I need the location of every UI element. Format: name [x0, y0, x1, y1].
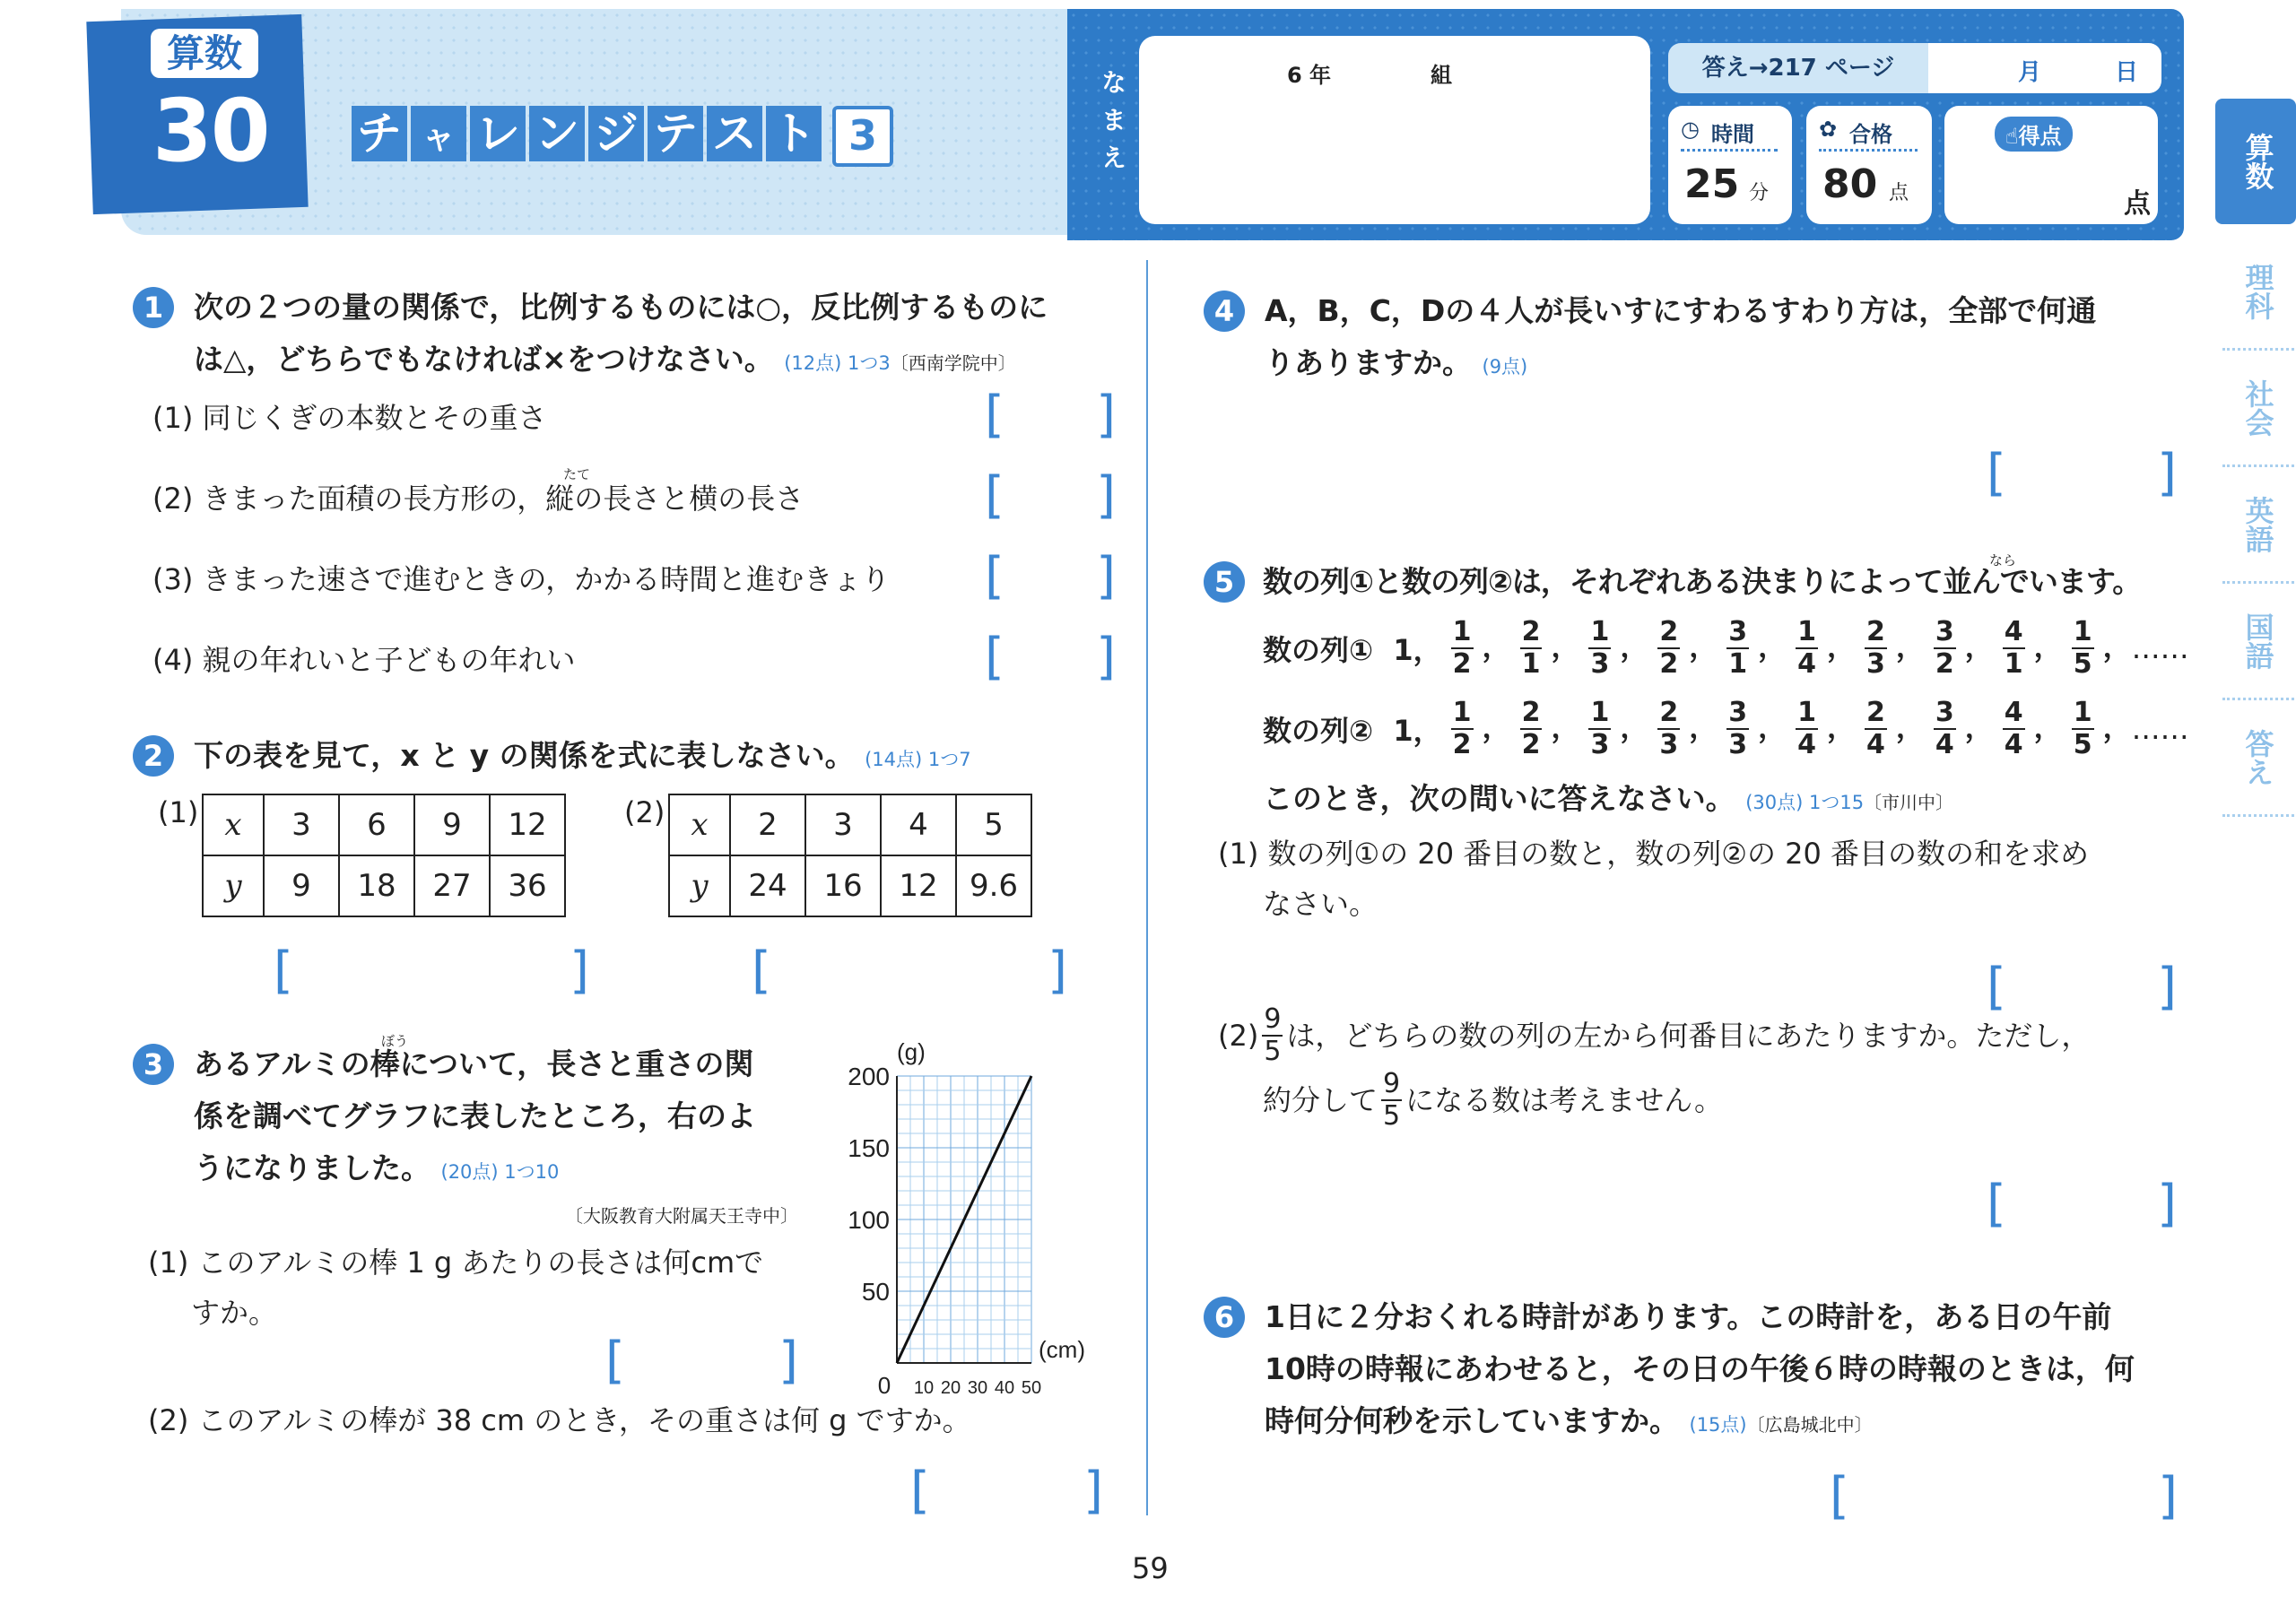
question-text: 1日に２分おくれる時計があります。この時計を，ある日の午前 10時の時報にあわせると，その日の午後６時の時報のときは，何 時何分何秒を示していますか。 (15点)〔広島城北中〕 [1265, 1299, 2135, 1438]
table-2 [668, 794, 1032, 917]
q3-sub-2: (2) このアルミの棒が 38 cm のとき，その重さは何 g ですか。 [148, 1403, 971, 1437]
x-tick-label: 10 [913, 1378, 935, 1398]
answer-field[interactable]: [ ] [1830, 1467, 2178, 1525]
q3-sub-1: (1) このアルミの棒 1 g あたりの長さは何cmで すか。 [148, 1245, 764, 1330]
pass-value: 80 [1822, 161, 1878, 207]
sequence-fraction: $\frac{4}{1}$ [2004, 616, 2023, 680]
sequence-fraction: $\frac{3}{1}$ [1728, 616, 1748, 680]
title-char: ン [529, 106, 585, 161]
question-text: 数の列①と数の列②は，それぞれある決まりによって並んでいます。 [1263, 564, 2142, 599]
name-field[interactable] [1139, 36, 1650, 224]
answer-field[interactable]: [ ] [1987, 444, 2177, 502]
question-number: 3 [133, 1044, 174, 1085]
y-tick-label: 150 [848, 1134, 890, 1162]
question-number: 6 [1204, 1297, 1245, 1338]
name-label: なまえ [1098, 69, 1127, 182]
table-1 [202, 794, 566, 917]
score-unit: 点 [2124, 188, 2151, 220]
table-2-label: (2) [624, 795, 665, 829]
x-tick-label: 50 [1021, 1378, 1042, 1398]
class-label: 組 [1431, 63, 1452, 88]
sequence-fraction: $\frac{1}{3}$ [1590, 697, 1610, 760]
flower-icon: ✿ [1819, 117, 1838, 142]
thumbs-up-icon: ☝ [2005, 124, 2019, 149]
table-row: x 3 6 9 12 [203, 794, 565, 855]
score-box[interactable] [1944, 106, 2158, 224]
x-tick-label: 30 [967, 1378, 988, 1398]
fraction: $\frac{9}{5}$ [1383, 1068, 1401, 1132]
side-tab-social[interactable]: 社会 [2240, 379, 2275, 437]
title-char: ャ [411, 106, 466, 161]
question-text: 下の表を見て，x と y の関係を式に表しなさい。 (14点) 1つ7 [194, 738, 971, 773]
sequence-fraction: $\frac{2}{3}$ [1866, 616, 1885, 680]
title-number: 3 [832, 106, 893, 167]
unit-number: 30 [152, 81, 269, 181]
answer-field[interactable]: [ ] [605, 1332, 798, 1390]
sequence-fraction: $\frac{2}{3}$ [1659, 697, 1679, 760]
side-tab-math[interactable]: 算数 [2240, 133, 2275, 190]
month-label: 月 [2018, 59, 2042, 86]
sequence-2: 数の列② 1， $\frac{1}{2}$ ， $\frac{2}{2}$ ， $\frac{1}{3}$ ， $\frac{2}{3}$ ， $\frac{3}{3}$ ， $\frac{1}{4}$ ， $\frac{2}{4}$ ， $\frac{3}{4}$ ， $\frac{4}{4}$ ， $\frac{1}{5}$ ， …… [1263, 697, 2189, 760]
answer-field[interactable]: [ ] [910, 1462, 1103, 1520]
answer-field[interactable]: [ ] [985, 386, 1116, 444]
sequence-fraction: $\frac{1}{5}$ [2073, 697, 2092, 760]
table-1-label: (1) [158, 795, 199, 829]
q5-condition: このとき，次の問いに答えなさい。 (30点) 1つ15〔市川中〕 [1263, 781, 1954, 816]
time-label: 時間 [1711, 122, 1754, 147]
sequence-fraction: $\frac{1}{2}$ [1452, 697, 1472, 760]
pass-unit: 点 [1889, 182, 1909, 204]
y-tick-label: 200 [848, 1063, 890, 1090]
x-tick-label: 20 [940, 1378, 961, 1398]
sequence-fraction: $\frac{1}{3}$ [1590, 616, 1610, 680]
q5-sub-2: (2) $\frac{9}{5}$ は，どちらの数の列の左から何番目にあたりますか。ただし， [1218, 1003, 2091, 1067]
sequence-fraction: $\frac{3}{3}$ [1728, 697, 1748, 760]
date-field[interactable] [1928, 43, 2161, 93]
title-char: テ [648, 106, 703, 161]
side-tab-english[interactable]: 英語 [2240, 496, 2275, 553]
weight-length-graph [825, 1040, 1121, 1399]
title-char: レ [470, 106, 526, 161]
sequence-fraction: $\frac{1}{5}$ [2073, 616, 2092, 680]
score-badge [1995, 117, 2073, 152]
ruby-bou: ぼう [381, 1033, 409, 1049]
title-char: ジ [588, 106, 644, 161]
question-number: 2 [133, 735, 174, 777]
side-tab-answers[interactable]: 答え [2240, 729, 2275, 786]
fraction: $\frac{9}{5}$ [1264, 1003, 1282, 1067]
sequence-fraction: $\frac{2}{1}$ [1521, 616, 1541, 680]
time-box [1668, 106, 1792, 224]
title-char: ス [707, 106, 762, 161]
column-divider [1146, 260, 1148, 1515]
answer-field[interactable]: [ ] [274, 942, 589, 1000]
question-number: 1 [133, 287, 174, 328]
answer-field[interactable]: [ ] [985, 547, 1116, 605]
clock-icon: ◷ [1681, 117, 1700, 142]
y-tick-label: 50 [861, 1278, 890, 1306]
q5-sub-1: (1) 数の列①の 20 番目の数と，数の列②の 20 番目の数の和を求め なさい。 [1218, 837, 2090, 921]
sequence-fraction: $\frac{2}{4}$ [1866, 697, 1885, 760]
subject-label: 算数 [151, 29, 258, 78]
title-char: チ [352, 106, 407, 161]
x-tick-label: 0 [877, 1372, 891, 1399]
score-label: 得点 [2018, 124, 2062, 149]
sequence-fraction: $\frac{4}{4}$ [2004, 697, 2023, 760]
question-text: A，B，C，Dの４人が長いすにすわるすわり方は，全部で何通 りありますか。 (9点) [1265, 293, 2097, 380]
pass-box [1806, 106, 1932, 224]
ruby-nara: なら [1989, 552, 2017, 568]
ruby-tate: たて [563, 466, 591, 482]
answer-reference: 答え→217 ページ [1668, 43, 1928, 93]
sequence-fraction: $\frac{1}{4}$ [1797, 616, 1816, 680]
day-label: 日 [2115, 59, 2139, 86]
answer-field[interactable]: [ ] [1987, 958, 2177, 1016]
q1-item-2: (2) きまった面積の長方形の，縦の長さと横の長さ [152, 482, 804, 516]
question-text: 次の２つの量の関係で，比例するものには○，反比例するものに は△，どちらでもなければ×をつけなさい。 (12点) 1つ3〔西南学院中〕 [194, 290, 1048, 377]
x-axis-label: (cm) [1039, 1336, 1085, 1363]
q1-item-1: (1) 同じくぎの本数とその重さ [152, 401, 547, 435]
table-row: y 9 18 27 36 [203, 855, 565, 916]
table-row: y 24 16 12 9.6 [669, 855, 1031, 916]
sequence-1: 数の列① 1， $\frac{1}{2}$ ， $\frac{2}{1}$ ， $\frac{1}{3}$ ， $\frac{2}{2}$ ， $\frac{3}{1}$ ， $\frac{1}{4}$ ， $\frac{2}{3}$ ， $\frac{3}{2}$ ， $\frac{4}{1}$ ， $\frac{1}{5}$ ， …… [1263, 616, 2189, 680]
sequence-fraction: $\frac{3}{2}$ [1935, 616, 1954, 680]
x-tick-label: 40 [994, 1378, 1015, 1398]
answer-field[interactable]: [ ] [985, 466, 1116, 525]
question-number: 5 [1204, 561, 1245, 603]
sequence-fraction: $\frac{3}{4}$ [1935, 697, 1954, 760]
sequence-fraction: $\frac{1}{2}$ [1452, 616, 1472, 680]
side-tab-science[interactable]: 理科 [2240, 263, 2275, 320]
pass-label: 合格 [1849, 122, 1892, 147]
q5-sub-2-cont: 約分して $\frac{9}{5}$ になる数は考えません。 [1263, 1068, 1724, 1132]
page-number: 59 [1132, 1551, 1169, 1585]
table-row: x 2 3 4 5 [669, 794, 1031, 855]
sequence-fraction: $\frac{2}{2}$ [1521, 697, 1541, 760]
q1-item-3: (3) きまった速さで進むときの，かかる時間と進むきょり [152, 562, 891, 596]
sequence-fraction: $\frac{1}{4}$ [1797, 697, 1816, 760]
grade-label: 6 年 [1287, 63, 1332, 88]
answer-field[interactable]: [ ] [985, 628, 1116, 686]
answer-field[interactable]: [ ] [1987, 1175, 2177, 1233]
question-number: 4 [1204, 291, 1245, 332]
answer-field[interactable]: [ ] [752, 942, 1067, 1000]
y-axis-label: (g) [897, 1040, 926, 1065]
source: 〔大阪教育大附属天王寺中〕 [565, 1205, 798, 1227]
time-unit: 分 [1749, 182, 1770, 204]
sequence-fraction: $\frac{2}{2}$ [1659, 616, 1679, 680]
time-value: 25 [1684, 161, 1740, 207]
question-text: あるアルミの棒について，長さと重さの関 係を調べてグラフに表したところ，右のよ うになりました。 (20点) 1つ10 [194, 1046, 756, 1185]
title-char: ト [766, 106, 822, 161]
q1-item-4: (4) 親の年れいと子どもの年れい [152, 643, 576, 677]
y-tick-label: 100 [848, 1206, 890, 1234]
side-tab-japanese[interactable]: 国語 [2240, 612, 2275, 670]
